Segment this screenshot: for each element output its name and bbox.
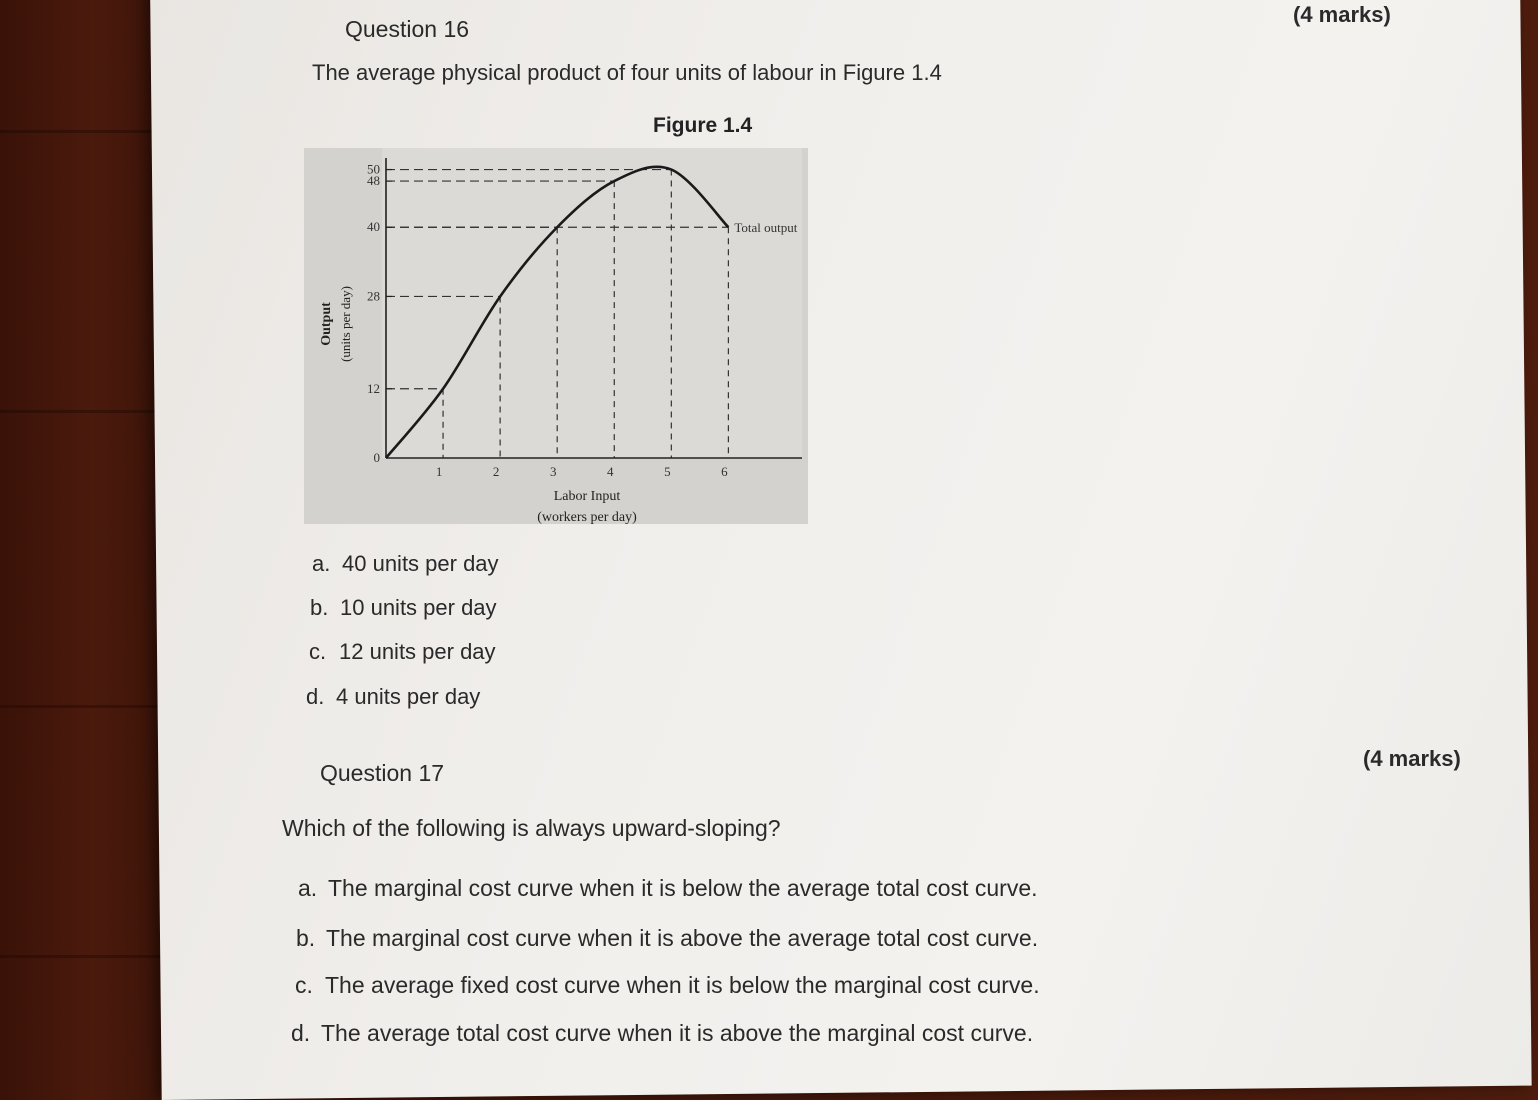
x-tick-label-4: 4 [607, 464, 614, 479]
question-16-marks: (4 marks) [1293, 2, 1391, 27]
series-label-total-output: Total output [734, 220, 798, 236]
q17-option-3 [295, 972, 1040, 999]
option-letter: c. [295, 972, 313, 998]
x-axis-sublabel: (workers per day) [537, 510, 637, 524]
question-17-marks: (4 marks) [1363, 746, 1461, 771]
y-tick-label-28: 28 [367, 288, 380, 304]
option-text: The marginal cost curve when it is above the average total cost curve. [326, 925, 1039, 951]
y-axis-sublabel: (units per day) [338, 286, 353, 362]
option-text: The marginal cost curve when it is below the average total cost curve. [328, 875, 1038, 901]
x-tick-label-5: 5 [664, 464, 671, 479]
option-letter: b. [310, 595, 329, 620]
y-axis-label: Output [319, 302, 334, 346]
q16-option-2 [310, 595, 497, 621]
q16-option-3 [309, 639, 496, 665]
q17-option-1 [298, 875, 1038, 902]
x-tick-label-6: 6 [721, 464, 728, 479]
q16-option-4 [306, 684, 480, 710]
q16-option-1 [312, 551, 499, 577]
question-16-prompt: The average physical product of four units of labour in Figure 1.4 [312, 60, 942, 85]
option-text: The average total cost curve when it is above the marginal cost curve. [321, 1020, 1034, 1046]
option-text: 40 units per day [342, 551, 499, 576]
question-17-number: Question 17 [320, 760, 445, 786]
question-16-number: Question 16 [345, 16, 470, 42]
option-letter: a. [298, 875, 318, 901]
x-tick-label-3: 3 [549, 464, 557, 479]
q17-option-2 [296, 925, 1038, 952]
option-text: 12 units per day [339, 639, 496, 664]
q17-option-4 [291, 1020, 1033, 1047]
figure-title: Figure 1.4 [653, 114, 753, 137]
option-letter: d. [306, 684, 325, 709]
y-tick-label-48: 48 [367, 173, 380, 189]
y-tick-label-0: 0 [373, 450, 380, 465]
option-letter: b. [296, 925, 316, 951]
question-17-prompt: Which of the following is always upward-sloping? [282, 815, 781, 841]
chart-svg [304, 148, 808, 524]
x-tick-label-2: 2 [492, 464, 500, 479]
option-text: 10 units per day [340, 595, 497, 620]
option-letter: d. [291, 1020, 311, 1046]
option-text: The average fixed cost curve when it is below the marginal cost curve. [325, 972, 1040, 998]
y-tick-label-50: 50 [367, 161, 380, 177]
option-letter: a. [312, 551, 331, 576]
option-letter: c. [309, 639, 327, 664]
y-tick-label-40: 40 [367, 219, 380, 235]
y-tick-label-12: 12 [367, 380, 380, 396]
option-text: 4 units per day [336, 684, 481, 709]
x-tick-label-1: 1 [435, 464, 443, 479]
total-output-chart [304, 148, 808, 524]
x-axis-label: Labor Input [553, 489, 621, 504]
